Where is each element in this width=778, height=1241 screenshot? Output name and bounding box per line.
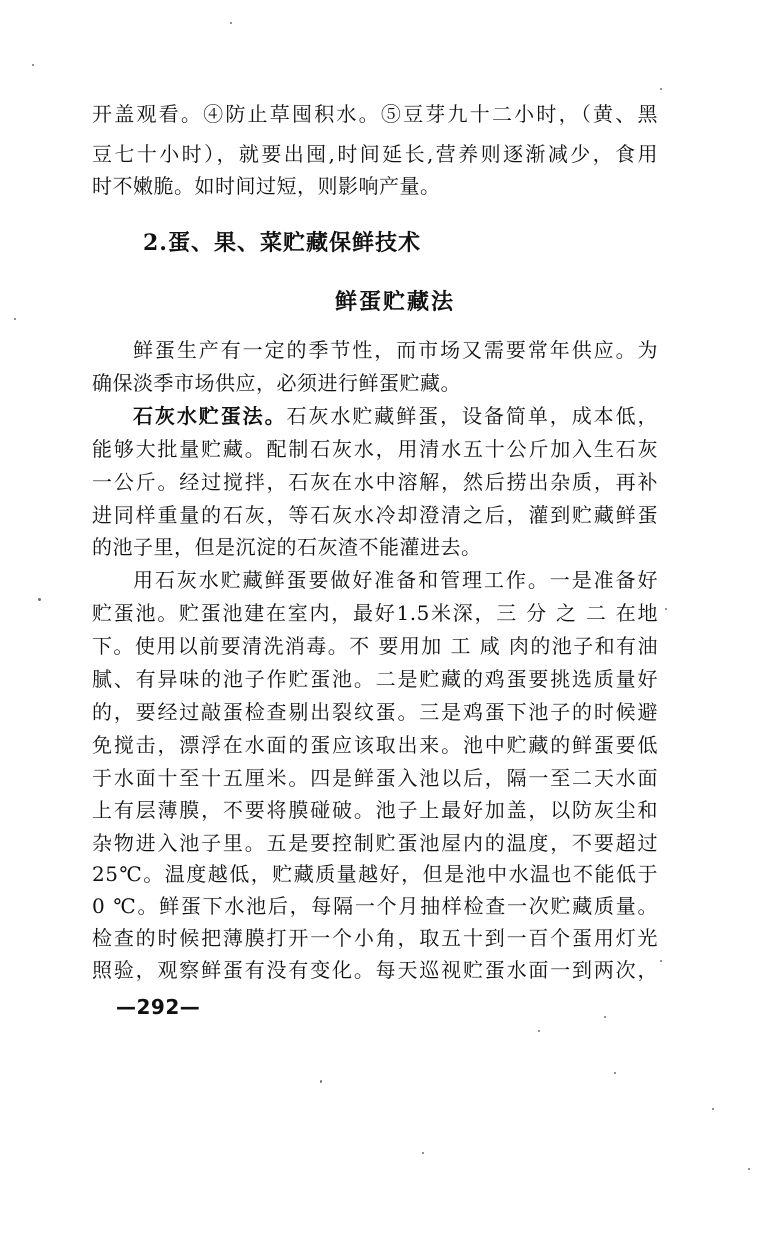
article-title: 鲜蛋贮藏法 bbox=[334, 289, 455, 315]
text-line-rest: 石灰水贮藏鲜蛋，设备简单，成本低， bbox=[286, 404, 659, 428]
text-line: 豆七十小时），就要出囤,时间延长,营养则逐渐减少，食用 bbox=[92, 142, 658, 166]
text-line: 杂物进入池子里。五是要控制贮蛋池屋内的温度，不要超过 bbox=[92, 831, 658, 855]
text-line: 于水面十至十五厘米。四是鲜蛋入池以后，隔一至二天水面 bbox=[92, 766, 658, 790]
text-line: 开盖观看。④防止草囤积水。⑤豆芽九十二小时，（黄、黑 bbox=[92, 102, 658, 126]
scan-speck bbox=[665, 608, 667, 610]
text-line bbox=[133, 399, 658, 433]
scan-speck bbox=[32, 64, 34, 66]
scan-speck bbox=[14, 318, 16, 320]
text-line: 免搅击，漂浮在水面的蛋应该取出来。池中贮藏的鲜蛋要低 bbox=[92, 733, 658, 757]
text-line: 一公斤。经过搅拌，石灰在水中溶解，然后捞出杂质，再补 bbox=[92, 470, 658, 494]
text-line: 0 ℃。鲜蛋下水池后，每隔一个月抽样检查一次贮藏质量。 bbox=[92, 894, 658, 918]
scan-speck bbox=[660, 88, 662, 90]
text-line: 上有层薄膜，不要将膜碰破。池子上最好加盖，以防灰尘和 bbox=[92, 798, 658, 822]
scan-speck bbox=[614, 1072, 616, 1074]
scan-speck bbox=[712, 1108, 714, 1110]
text-line: 腻、有异味的池子作贮蛋池。二是贮藏的鸡蛋要挑选质量好 bbox=[92, 667, 658, 691]
text-line: 下。使用以前要清洗消毒。不 要用加 工 咸 肉的池子和有油 bbox=[92, 634, 658, 658]
text-line: 进同样重量的石灰，等石灰水冷却澄清之后，灌到贮藏鲜蛋 bbox=[92, 503, 658, 527]
text-line: 鲜蛋生产有一定的季节性，而市场又需要常年供应。为 bbox=[133, 338, 658, 362]
text-line: 用石灰水贮藏鲜蛋要做好准备和管理工作。一是准备好 bbox=[133, 568, 658, 592]
scan-speck bbox=[230, 22, 232, 24]
section-heading: 2.蛋、果、菜贮藏保鲜技术 bbox=[143, 230, 421, 256]
scan-speck bbox=[748, 1168, 750, 1170]
scan-speck bbox=[538, 1030, 540, 1032]
scan-speck bbox=[660, 960, 662, 962]
text-line: 时不嫩脆。如时间过短，则影响产量。 bbox=[92, 174, 441, 198]
scan-speck bbox=[320, 1080, 322, 1083]
text-line: 的，要经过敲蛋检查剔出裂纹蛋。三是鸡蛋下池子的时候避 bbox=[92, 700, 658, 724]
page-number: —292— bbox=[116, 995, 201, 1019]
scan-speck bbox=[422, 1152, 424, 1154]
method-name: 石灰水贮蛋法。 bbox=[133, 404, 287, 428]
scan-speck bbox=[604, 1016, 606, 1018]
text-line: 能够大批量贮藏。配制石灰水，用清水五十公斤加入生石灰 bbox=[92, 437, 658, 461]
text-line: 25℃。温度越低，贮藏质量越好，但是池中水温也不能低于 bbox=[92, 862, 658, 886]
scan-speck bbox=[38, 598, 41, 601]
text-line: 贮蛋池。贮蛋池建在室内，最好1.5米深，三 分 之 二 在地 bbox=[92, 601, 658, 625]
text-line: 确保淡季市场供应，必须进行鲜蛋贮藏。 bbox=[92, 371, 461, 395]
text-line: 检查的时候把薄膜打开一个小角，取五十到一百个蛋用灯光 bbox=[92, 926, 658, 950]
text-line: 的池子里，但是沉淀的石灰渣不能灌进去。 bbox=[92, 535, 482, 559]
text-line: 照验，观察鲜蛋有没有变化。每天巡视贮蛋水面一到两次， bbox=[92, 958, 658, 982]
